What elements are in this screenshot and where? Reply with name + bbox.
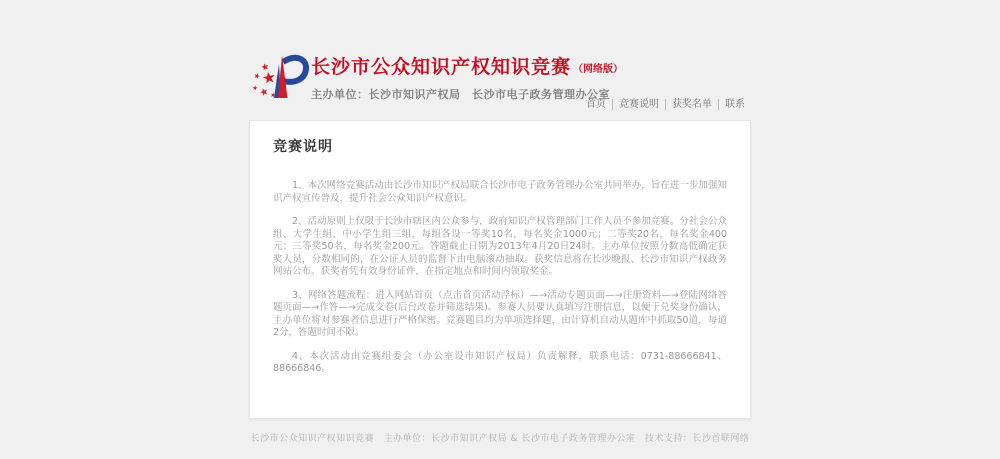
content-panel bbox=[249, 120, 751, 419]
top-nav bbox=[580, 99, 751, 110]
nav-item-contact[interactable]: 联系 bbox=[718, 99, 751, 110]
paragraph-2: 2、活动原则上仅限于长沙市辖区内公众参与，政府知识产权管理部门工作人员不参加竞赛。分社会公众组、大学生组、中小学生组三组，每组各设一等奖10名，每名奖金1000元；二等奖20名，每名奖金400元；三等奖50名，每名奖金200元。答题截止日期为2013年4月20日24时。主办单位按照分数高低确定获奖人员，分数相同的，在公证人员的监督下由电脑滚动抽取。获奖信息将在长沙晚报、长沙市知识产权政务网站公布。获奖者凭有效身份证件，在指定地点和时间内领取奖金。 bbox=[273, 216, 727, 277]
site-title-text: 长沙市公众知识产权知识竞赛 bbox=[311, 56, 572, 78]
page-container bbox=[249, 0, 751, 444]
site-title bbox=[311, 58, 623, 77]
organizer-line: 主办单位：长沙市知识产权局 长沙市电子政务管理办公室 bbox=[311, 88, 610, 101]
nav-item-home[interactable]: 首页 bbox=[586, 99, 606, 110]
paragraph-4: 4、本次活动由竞赛组委会（办公室设市知识产权局）负责解释，联系电话：0731-88666841、88666846。 bbox=[273, 350, 727, 374]
site-header bbox=[249, 50, 751, 112]
paragraph-3: 3、网络答题流程：进入网站首页（点击首页活动浮标）—→活动专题页面—→注册资料—→登陆网络答题页面—→作答—→完成交卷(后台改卷并筛选结果)。参赛人员要认真填写注册信息，以便于兑奖身份确认，主办单位将对参赛者信息进行严格保密。竞赛题目均为单项选择题，由计算机自动从题库中抓取50道，每道2分，答题时间不限。 bbox=[273, 289, 727, 338]
nav-item-winners-list[interactable]: 获奖名单 bbox=[665, 99, 718, 110]
paragraph-1: 1、本次网络竞赛活动由长沙市知识产权局联合长沙市电子政务管理办公室共同举办，旨在进一步加强知识产权宣传普及，提升社会公众知识产权意识。 bbox=[273, 180, 727, 204]
site-logo-icon bbox=[249, 50, 309, 104]
footer-text: 长沙市公众知识产权知识竞赛 主办单位：长沙市知识产权局 & 长沙市电子政务管理办公室 技术支持：长沙首联网络 bbox=[250, 433, 750, 444]
title-block bbox=[309, 50, 623, 102]
site-title-suffix: （网络版） bbox=[573, 64, 624, 75]
page-title: 竞赛说明 bbox=[273, 139, 333, 155]
nav-item-competition-info[interactable]: 竞赛说明 bbox=[612, 99, 665, 110]
